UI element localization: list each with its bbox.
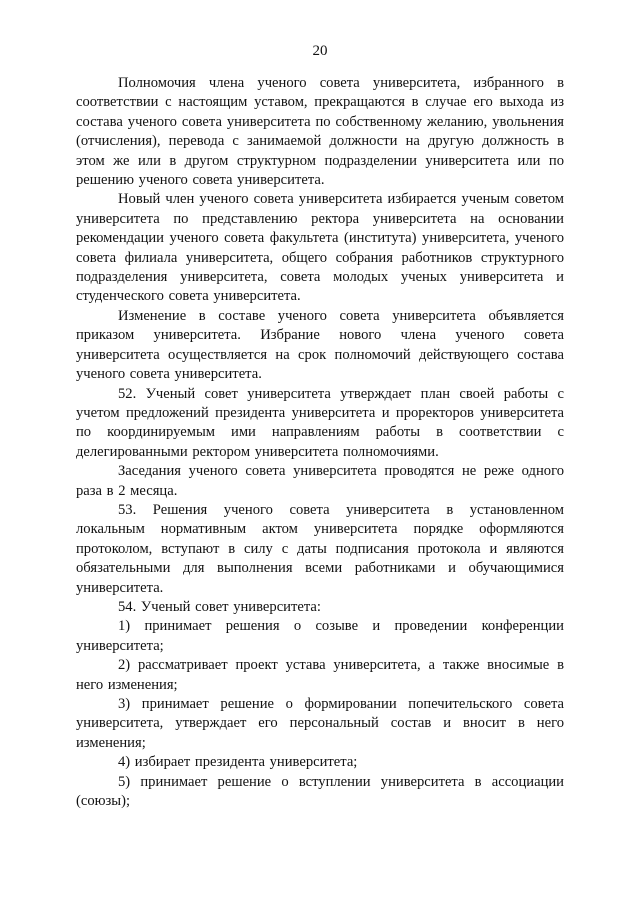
page-number: 20 — [312, 43, 328, 59]
list-item-2: 2) рассматривает проект устава университета, а также вносимые в него изменения; — [76, 657, 564, 693]
paragraph-meeting-frequency: Заседания ученого совета университета проводятся не реже одного раза в 2 месяца. — [76, 463, 564, 499]
paragraph-item-52: 52. Ученый совет университета утверждает план своей работы с учетом предложений президента университета и проректоров университета по координируемым ими направлениям работы в соответствии с делегированными ректором университета полномочиями. — [76, 385, 564, 460]
list-item-3: 3) принимает решение о формировании попечительского совета университета, утверждает его персональный состав и вносит в него изменения; — [76, 696, 564, 751]
paragraph-member-termination: Полномочия члена ученого совета университета, избранного в соответствии с настоящим уставом, прекращаются в случае его выхода из состава ученого совета университета по собственному желанию, увольнения (отчисления), перевода с занимаемой должности на другую должность в этом же или в другом структурном подразделении университета или по решению ученого совета университета. — [76, 75, 564, 189]
paragraph-item-54: 54. Ученый совет университета: — [118, 598, 321, 615]
paragraph-composition-change: Изменение в составе ученого совета университета объявляется приказом университета. Избрание нового члена ученого совета университета осуществляется на срок полномочий действующего состава ученого совета университета. — [76, 307, 564, 383]
paragraph-new-member-election: Новый член ученого совета университета избирается ученым советом университета по представлению ректора университета на основании рекомендации ученого совета факультета (института) университета, ученого совета филиала университета, общего собрания работников структурного подразделения университета, совета молодых ученых университета и студенческого совета университета. — [76, 191, 564, 305]
list-item-4: 4) избирает президента университета; — [118, 754, 358, 771]
list-item-1: 1) принимает решения о созыве и проведении конференции университета; — [76, 618, 564, 654]
document-body — [76, 74, 564, 811]
list-item-5: 5) принимает решение о вступлении университета в ассоциации (союзы); — [76, 773, 564, 810]
paragraph-item-53: 53. Решения ученого совета университета в установленном локальным нормативным актом университета порядке оформляются протоколом, вступают в силу с даты подписания протокола и являются обязательными для выполнения всеми работниками и обучающимися университета. — [76, 501, 564, 596]
